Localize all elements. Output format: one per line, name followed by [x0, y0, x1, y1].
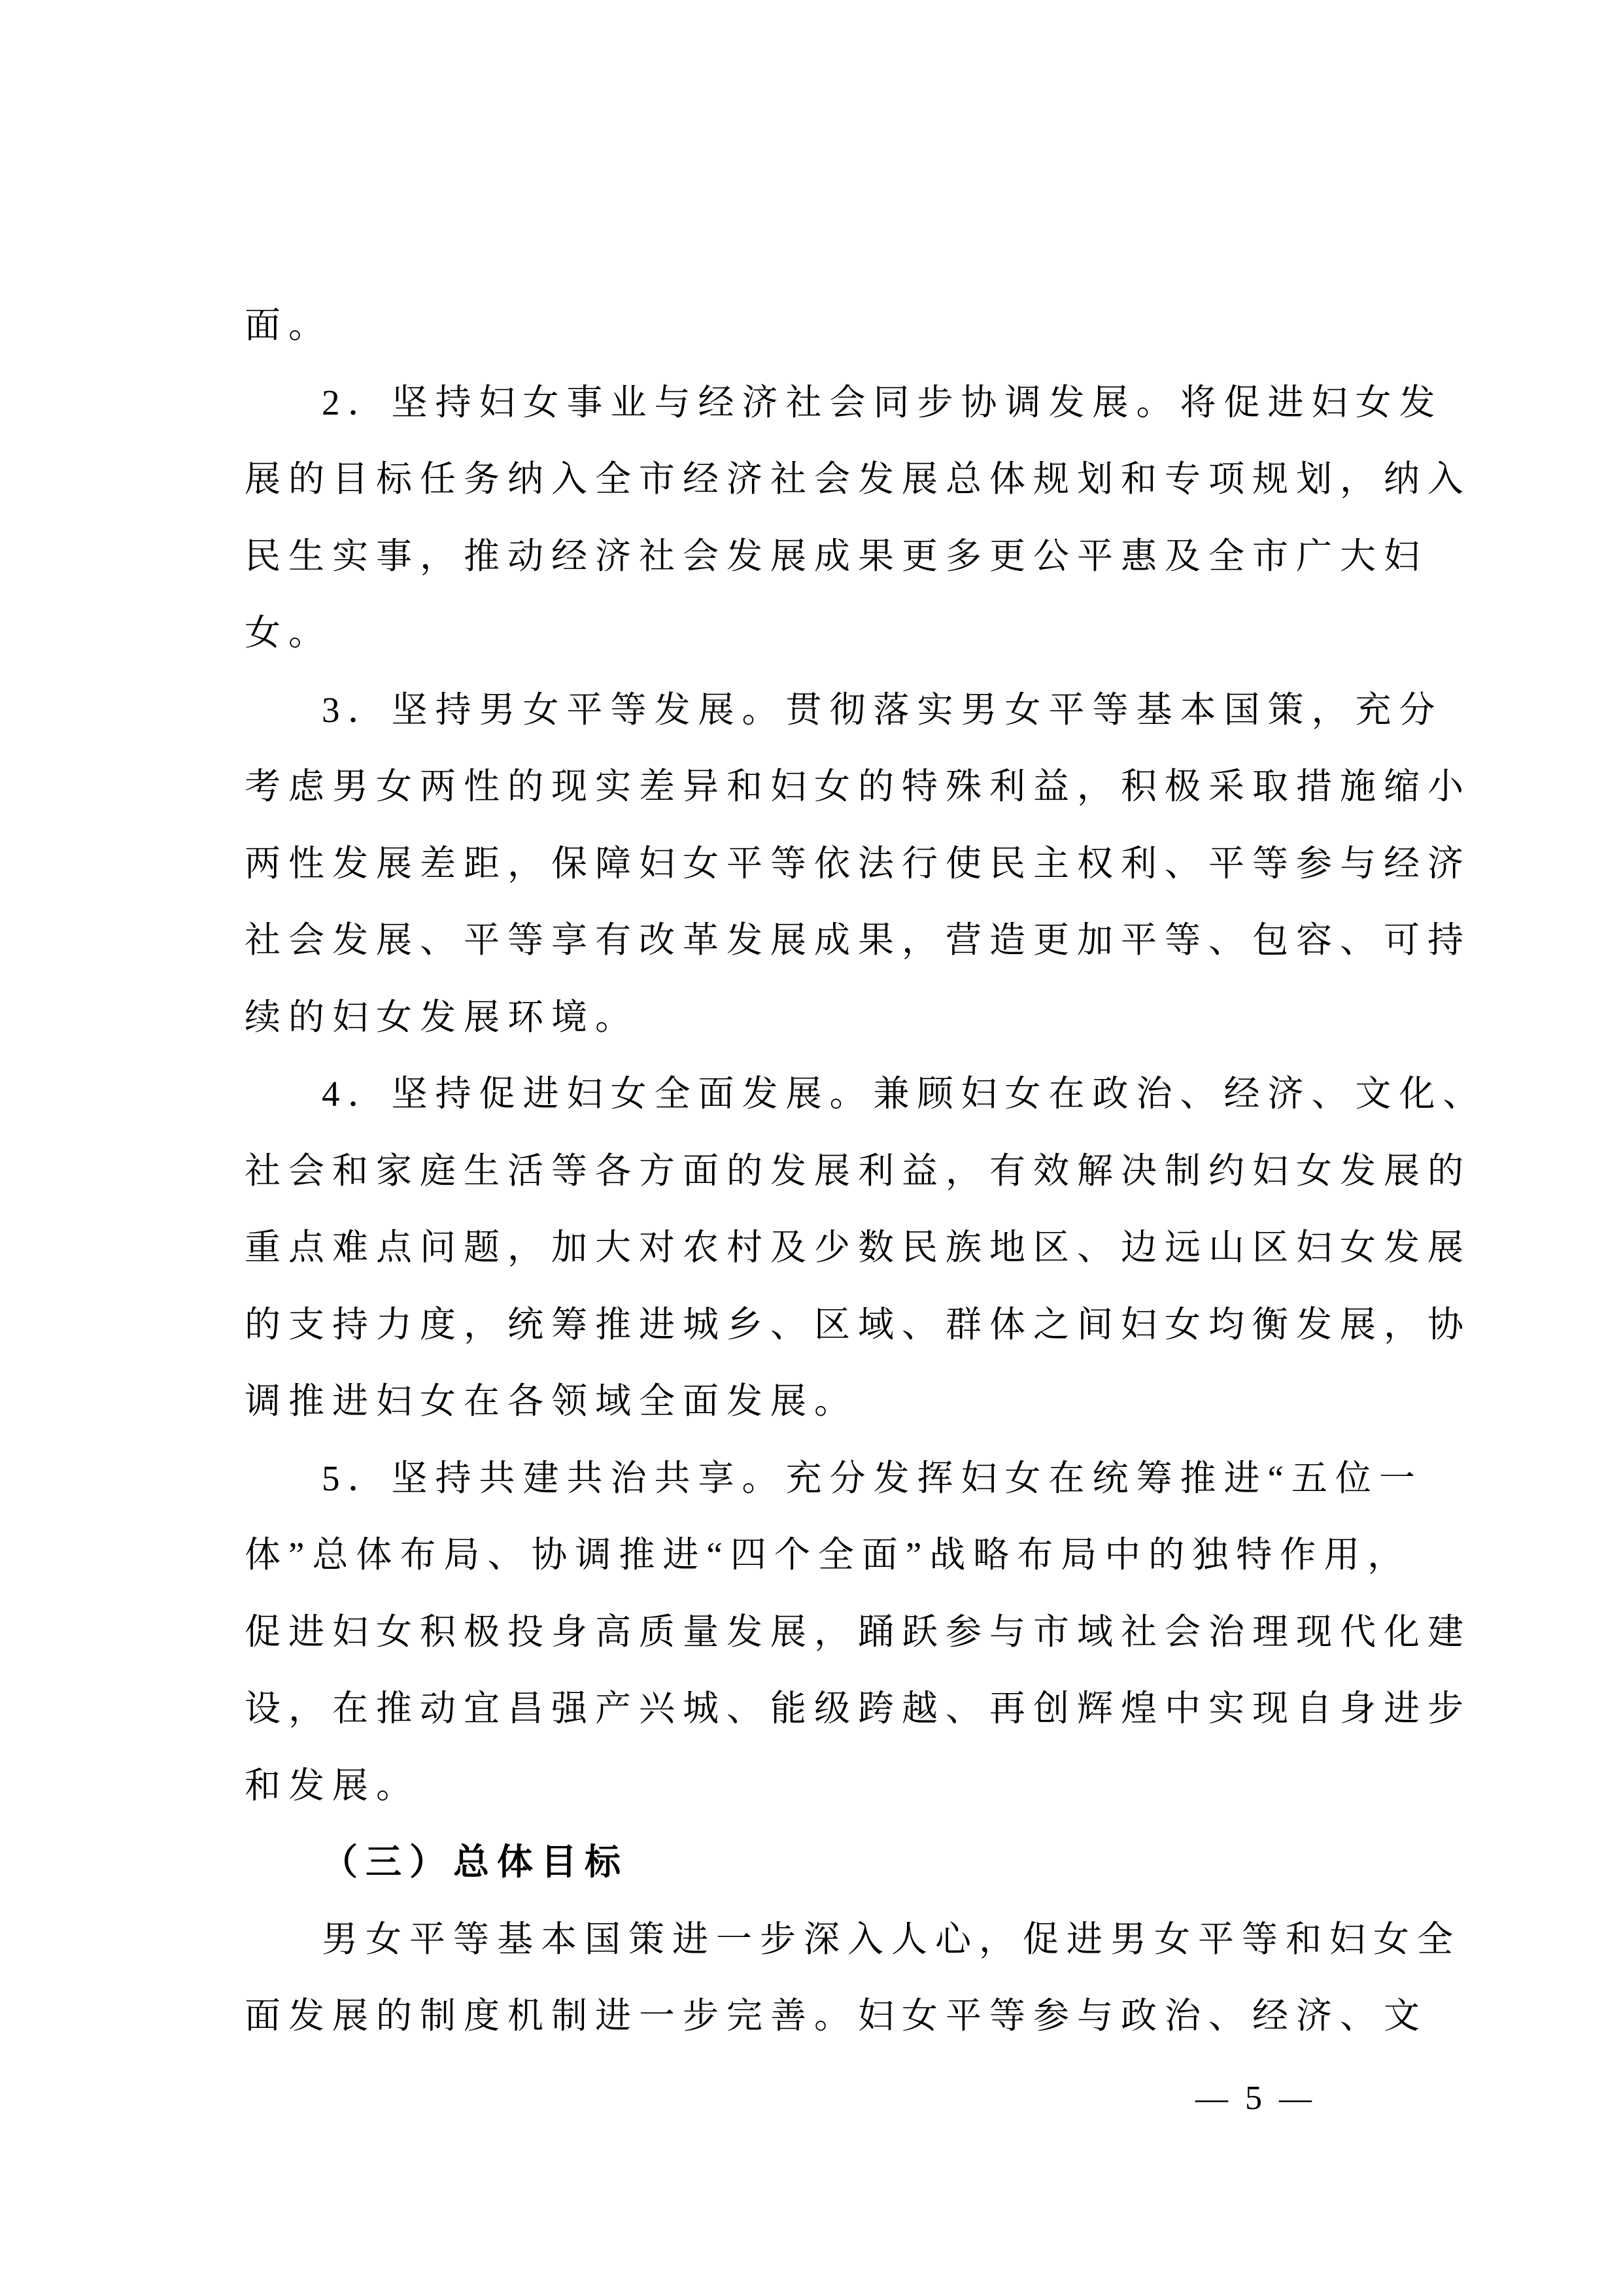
footer-dash-right: — — [1279, 2080, 1312, 2116]
text-line: 促进妇女积极投身高质量发展，踊跃参与市域社会治理现代化建 — [245, 1611, 1472, 1652]
text-line: 展的目标任务纳入全市经济社会发展总体规划和专项规划，纳入 — [245, 459, 1472, 499]
text-line: 两性发展差距，保障妇女平等依法行使民主权利、平等参与经济 — [245, 843, 1472, 883]
text-line: 男女平等基本国策进一步深入人心，促进男女平等和妇女全 — [322, 1919, 1461, 1959]
footer-dash-left: — — [1195, 2080, 1228, 2116]
text-line: 的支持力度，统筹推进城乡、区域、群体之间妇女均衡发展，协 — [245, 1304, 1472, 1345]
text-line: 重点难点问题，加大对农村及少数民族地区、边远山区妇女发展 — [245, 1227, 1472, 1267]
page-body — [245, 287, 1487, 2055]
text-line: 设，在推动宜昌强产兴城、能级跨越、再创辉煌中实现自身进步 — [245, 1688, 1472, 1728]
text-line: 民生实事，推动经济社会发展成果更多更公平惠及全市广大妇 — [245, 536, 1428, 576]
text-line: 体”总体布局、协调推进“四个全面”战略布局中的独特作用， — [245, 1535, 1412, 1575]
text-line: 和发展。 — [245, 1765, 420, 1806]
text-line: 调推进妇女在各领域全面发展。 — [245, 1381, 859, 1421]
text-line: 面发展的制度机制进一步完善。妇女平等参与政治、经济、文 — [245, 1996, 1428, 2036]
text-line: 5．坚持共建共治共享。充分发挥妇女在统筹推进“五位一 — [322, 1458, 1423, 1498]
text-line: 面。 — [245, 305, 333, 345]
text-line: 社会和家庭生活等各方面的发展利益，有效解决制约妇女发展的 — [245, 1150, 1472, 1191]
text-line: 续的妇女发展环境。 — [245, 997, 640, 1037]
text-line: 社会发展、平等享有改革发展成果，营造更加平等、包容、可持 — [245, 920, 1472, 960]
page-footer — [1195, 2078, 1312, 2117]
text-line: 考虑男女两性的现实差异和妇女的特殊利益，积极采取措施缩小 — [245, 766, 1472, 806]
text-line: 女。 — [245, 613, 333, 653]
text-line: 3．坚持男女平等发展。贯彻落实男女平等基本国策，充分 — [322, 689, 1443, 730]
text-line: 4．坚持促进妇女全面发展。兼顾妇女在政治、经济、文化、 — [322, 1074, 1487, 1114]
section-heading: （三）总体目标 — [322, 1842, 629, 1882]
page-number: 5 — [1245, 2079, 1262, 2117]
text-line: 2．坚持妇女事业与经济社会同步协调发展。将促进妇女发 — [322, 382, 1443, 422]
